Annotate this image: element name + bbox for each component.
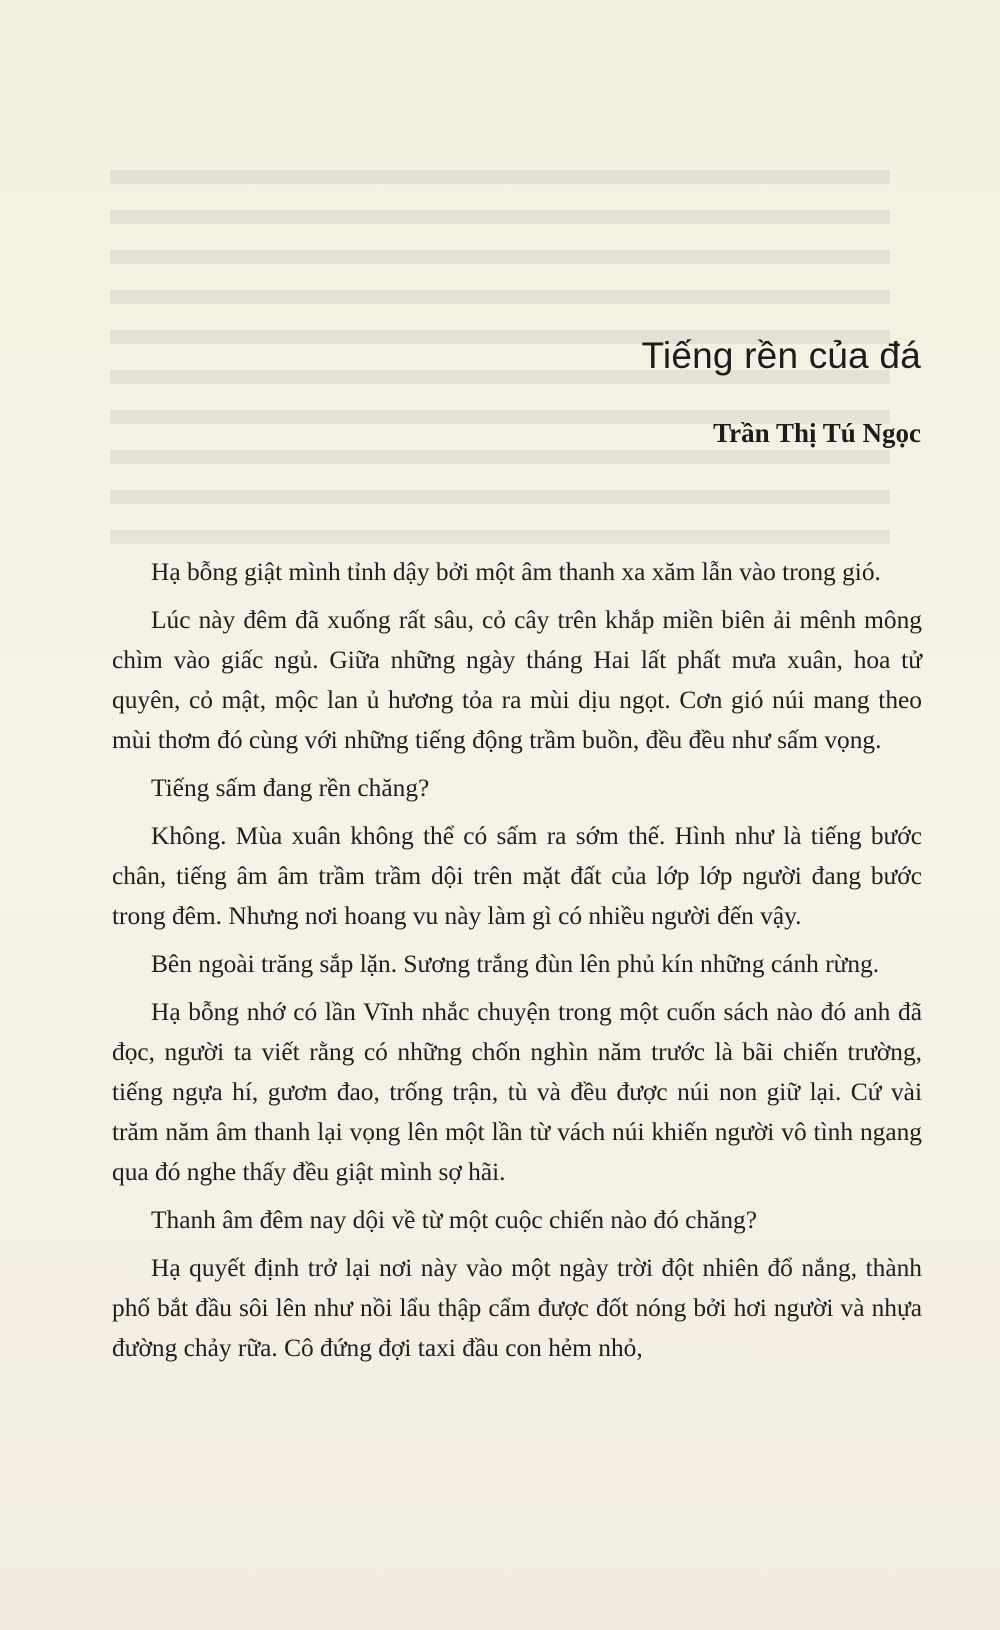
- show-through-line: [110, 490, 890, 504]
- story-body: [112, 552, 922, 1376]
- paragraph: Hạ bỗng giật mình tỉnh dậy bởi một âm thanh xa xăm lẫn vào trong gió.: [151, 558, 881, 586]
- show-through-line: [110, 210, 890, 224]
- paragraph: Không. Mùa xuân không thể có sấm ra sớm thế. Hình như là tiếng bước chân, tiếng âm âm trầm trầm dội trên mặt đất của lớp lớp người đang bước trong đêm. Nhưng nơi hoang vu này làm gì có nhiều người đến vậy.: [112, 822, 922, 930]
- paragraph: Thanh âm đêm nay dội về từ một cuộc chiến nào đó chăng?: [151, 1206, 758, 1234]
- show-through-line: [110, 250, 890, 264]
- story-title: Tiếng rền của đá: [641, 335, 921, 376]
- show-through-line: [110, 290, 890, 304]
- paragraph: Hạ quyết định trở lại nơi này vào một ngày trời đột nhiên đổ nắng, thành phố bắt đầu sôi lên như nồi lẩu thập cẩm được đốt nóng bởi hơi người và nhựa đường chảy rữa. Cô đứng đợi taxi đầu con hẻm nhỏ,: [112, 1254, 922, 1362]
- paragraph: Bên ngoài trăng sắp lặn. Sương trắng đùn lên phủ kín những cánh rừng.: [151, 950, 880, 978]
- story-author: Trần Thị Tú Ngọc: [713, 418, 921, 448]
- paragraph: Lúc này đêm đã xuống rất sâu, cỏ cây trên khắp miền biên ải mênh mông chìm vào giấc ngủ. Giữa những ngày tháng Hai lất phất mưa xuân, hoa tử quyên, cỏ mật, mộc lan ủ hương tỏa ra mùi dịu ngọt. Cơn gió núi mang theo mùi thơm đó cùng với những tiếng động trầm buồn, đều đều như sấm vọng.: [112, 606, 922, 754]
- show-through-line: [110, 450, 890, 464]
- paragraph: Tiếng sấm đang rền chăng?: [151, 774, 430, 802]
- show-through-line: [110, 170, 890, 184]
- paragraph: Hạ bỗng nhớ có lần Vĩnh nhắc chuyện trong một cuốn sách nào đó anh đã đọc, người ta viết rằng có những chốn nghìn năm trước là bãi chiến trường, tiếng ngựa hí, gươm đao, trống trận, tù và đều được núi non giữ lại. Cứ vài trăm năm âm thanh lại vọng lên một lần từ vách núi khiến người vô tình ngang qua đó nghe thấy đều giật mình sợ hãi.: [112, 998, 922, 1186]
- show-through-line: [110, 530, 890, 544]
